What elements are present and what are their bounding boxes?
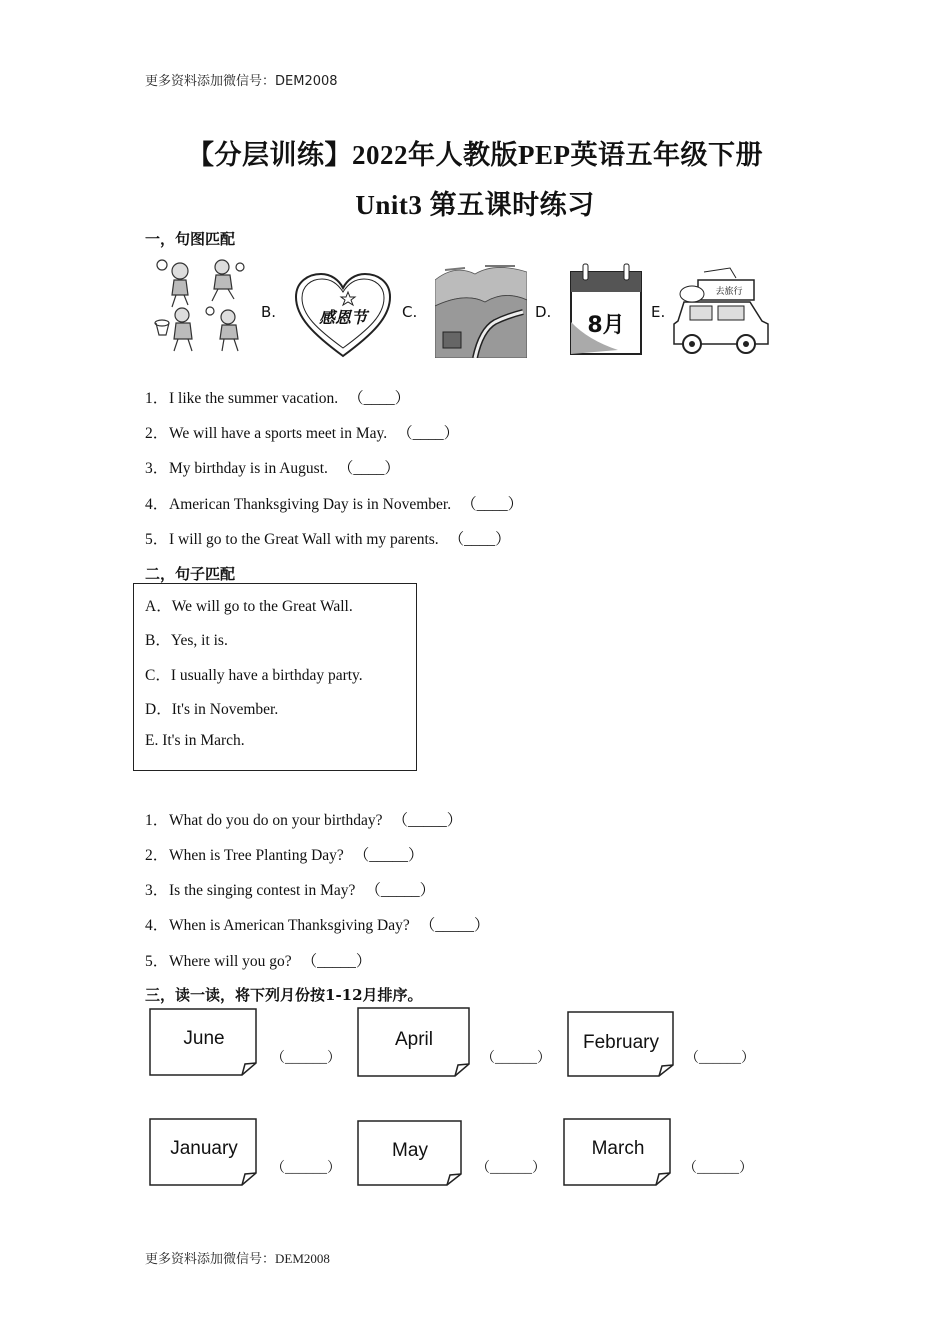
- answer-blank[interactable]: （____）: [337, 460, 400, 477]
- month-card-february: [566, 1010, 676, 1078]
- q-text: When is American Thanksgiving Day?: [169, 917, 410, 934]
- month-card-june: [148, 1007, 260, 1077]
- month-label: February: [582, 1032, 660, 1053]
- q-num: 4．: [145, 917, 169, 934]
- section1-heading: 一，句图匹配: [145, 230, 236, 248]
- footer-note: 更多资料添加微信号：DEM2008: [145, 1251, 330, 1266]
- q-num: 3．: [145, 882, 169, 899]
- order-blank-june[interactable]: （______）: [271, 1051, 341, 1066]
- q-num: 4．: [145, 496, 169, 513]
- q-text: American Thanksgiving Day is in November.: [169, 496, 452, 513]
- image-letter-d: D.: [535, 303, 552, 321]
- month-label: April: [394, 1029, 433, 1050]
- q-num: 3．: [145, 460, 169, 477]
- answer-blank[interactable]: （_____）: [365, 882, 436, 899]
- answer-blank[interactable]: （_____）: [301, 953, 372, 970]
- month-card-january: [148, 1117, 260, 1187]
- s2-question-1: [145, 808, 462, 830]
- section2-heading: 二，句子匹配: [145, 565, 236, 583]
- sports-kids-icon: [152, 255, 247, 355]
- s1-question-2: [145, 421, 459, 443]
- header-note: 更多资料添加微信号：DEM2008: [145, 74, 338, 89]
- s2-question-3: [145, 878, 435, 900]
- order-blank-february[interactable]: （______）: [685, 1051, 755, 1066]
- option-b: B．Yes, it is.: [145, 632, 228, 649]
- heart-text: 感恩节: [318, 308, 367, 327]
- s1-question-3: [145, 456, 400, 478]
- answer-blank[interactable]: （____）: [448, 531, 511, 548]
- q-num: 5．: [145, 953, 169, 970]
- q-text: My birthday is in August.: [169, 460, 328, 477]
- calendar-august-icon: [568, 262, 644, 356]
- order-blank-january[interactable]: （______）: [271, 1161, 341, 1176]
- great-wall-icon: [435, 260, 527, 358]
- image-letter-c: C.: [402, 303, 418, 321]
- q-text: When is Tree Planting Day?: [169, 847, 344, 864]
- order-blank-april[interactable]: （______）: [481, 1051, 551, 1066]
- q-num: 1．: [145, 390, 169, 407]
- image-letter-b: B.: [261, 303, 277, 321]
- q-text: We will have a sports meet in May.: [169, 425, 388, 442]
- q-text: Is the singing contest in May?: [169, 882, 356, 899]
- order-blank-may[interactable]: （______）: [476, 1161, 546, 1176]
- q-text: Where will you go?: [169, 953, 292, 970]
- vacation-car-icon: [670, 266, 772, 356]
- s1-question-5: [145, 527, 511, 549]
- page-title: 【分层训练】2022年人教版PEP英语五年级下册: [187, 140, 763, 170]
- page-subtitle: Unit3 第五课时练习: [355, 190, 595, 220]
- answer-blank[interactable]: （_____）: [419, 917, 490, 934]
- option-c: C．I usually have a birthday party.: [145, 667, 363, 684]
- answer-blank[interactable]: （_____）: [353, 847, 424, 864]
- answer-blank[interactable]: （____）: [397, 425, 460, 442]
- month-label: January: [170, 1138, 238, 1159]
- month-label: June: [183, 1028, 225, 1049]
- s2-question-5: [145, 949, 371, 971]
- section3-heading: 三，读一读，将下列月份按1-12月排序。: [145, 986, 423, 1004]
- option-a: A．We will go to the Great Wall.: [145, 598, 353, 615]
- calendar-text: 8月: [587, 313, 625, 338]
- answer-blank[interactable]: （____）: [461, 496, 524, 513]
- q-text: I like the summer vacation.: [169, 390, 339, 407]
- s1-question-4: [145, 492, 523, 514]
- car-text: 去旅行: [715, 287, 743, 297]
- q-num: 2．: [145, 847, 169, 864]
- month-label: May: [392, 1140, 428, 1161]
- image-letter-e: E.: [651, 303, 666, 321]
- s2-question-2: [145, 843, 424, 865]
- q-num: 5．: [145, 531, 169, 548]
- month-card-march: [562, 1117, 674, 1187]
- answer-blank[interactable]: （____）: [348, 390, 411, 407]
- answer-blank[interactable]: （_____）: [392, 812, 463, 829]
- thanksgiving-heart-icon: [293, 272, 393, 360]
- s1-question-1: [145, 386, 410, 408]
- s2-question-4: [145, 913, 490, 935]
- month-card-may: [356, 1119, 464, 1187]
- month-card-april: [356, 1006, 472, 1078]
- month-label: March: [591, 1138, 645, 1159]
- option-e: E. It's in March.: [145, 732, 245, 749]
- q-text: I will go to the Great Wall with my parents.: [169, 531, 439, 548]
- q-text: What do you do on your birthday?: [169, 812, 383, 829]
- q-num: 2．: [145, 425, 169, 442]
- q-num: 1．: [145, 812, 169, 829]
- order-blank-march[interactable]: （______）: [683, 1161, 753, 1176]
- option-d: D．It's in November.: [145, 701, 279, 718]
